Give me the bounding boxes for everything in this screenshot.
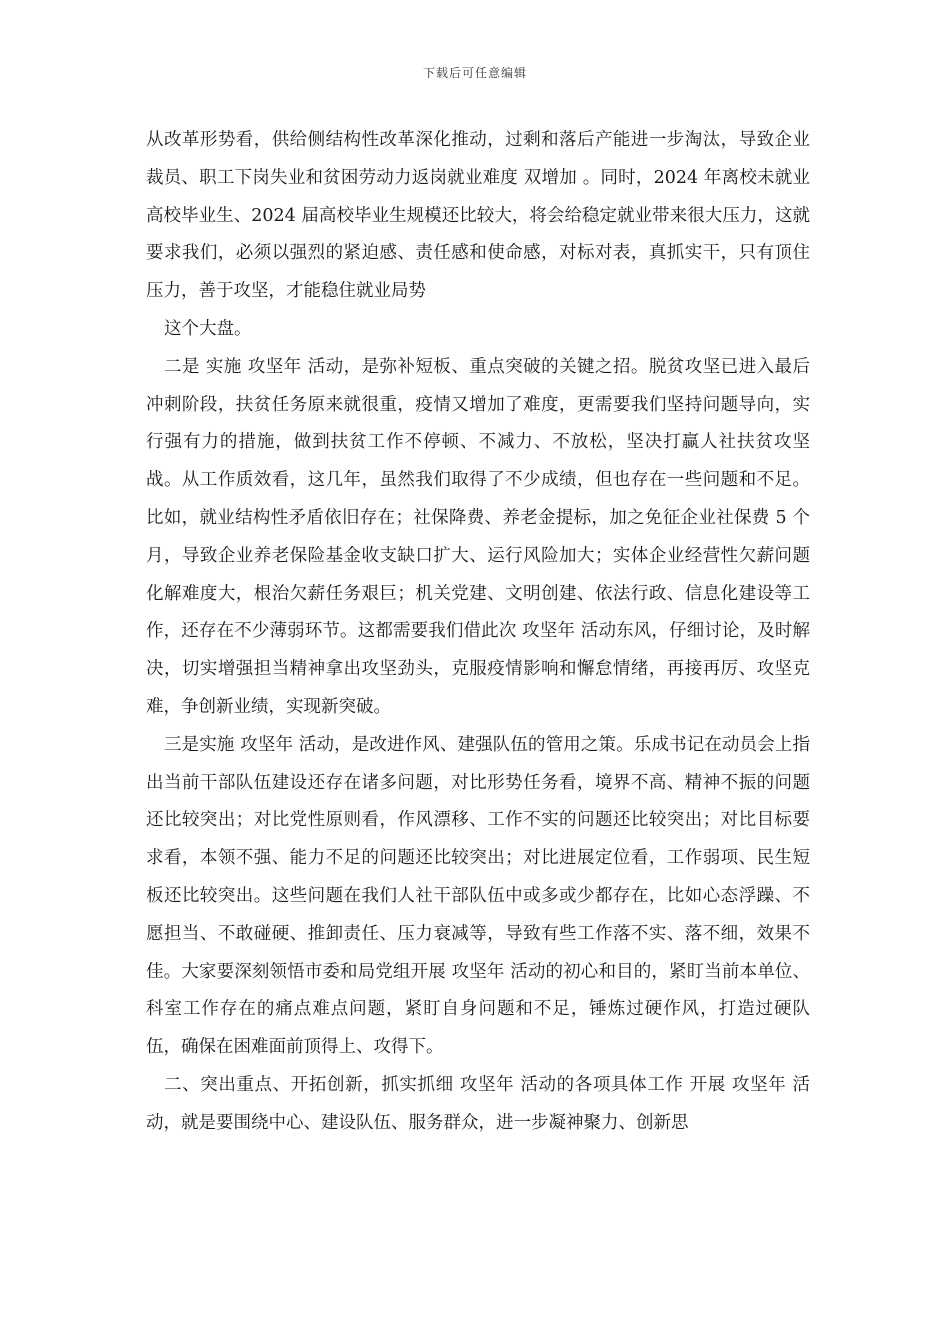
paragraph-5: 二、突出重点、开拓创新，抓实抓细 攻坚年 活动的各项具体工作 开展 攻坚年 活动，就是要围绕中心、建设队伍、服务群众，进一步凝神聚力、创新思 bbox=[146, 1074, 810, 1133]
paragraph-1: 从改革形势看，供给侧结构性改革深化推动，过剩和落后产能进一步淘汰，导致企业裁员、职工下岗失业和贫困劳动力返岗就业难度 双增加 。同时，2024 年离校未就业高校毕业生、2024 届高校毕业生规模还比较大，将会给稳定就业带来很大压力，这就要求我们，必须以强烈的紧迫感、责任感和使命感，对标对表，真抓实干，只有顶住压力，善于攻坚，才能稳住就业局势 bbox=[146, 130, 810, 302]
page-header: 下载后可任意编辑 bbox=[422, 66, 527, 80]
document-body bbox=[146, 122, 810, 1143]
paragraph-2: 这个大盘。 bbox=[164, 318, 252, 339]
paragraph-4: 三是实施 攻坚年 活动，是改进作风、建强队伍的管用之策。乐成书记在动员会上指出当前干部队伍建设还存在诸多问题，对比形势任务看，境界不高、精神不振的问题还比较突出；对比党性原则看，作风漂移、工作不实的问题还比较突出；对比目标要求看，本领不强、能力不足的问题还比较突出；对比进展定位看，工作弱项、民生短板还比较突出。这些问题在我们人社干部队伍中或多或少都存在，比如心态浮躁、不愿担当、不敢碰硬、推卸责任、压力衰减等，导致有些工作落不实、落不细，效果不佳。大家要深刻领悟市委和局党组开展 攻坚年 活动的初心和目的，紧盯当前本单位、科室工作存在的痛点难点问题，紧盯自身问题和不足，锤炼过硬作风，打造过硬队伍，确保在困难面前顶得上、攻得下。 bbox=[146, 734, 810, 1058]
paragraph-3: 二是 实施 攻坚年 活动，是弥补短板、重点突破的关键之招。脱贫攻坚已进入最后冲刺阶段，扶贫任务原来就很重，疫情又增加了难度，更需要我们坚持问题导向，实行强有力的措施，做到扶贫工作不停顿、不减力、不放松，坚决打赢人社扶贫攻坚战。从工作质效看，这几年，虽然我们取得了不少成绩，但也存在一些问题和不足。比如，就业结构性矛盾依旧存在；社保降费、养老金提标，加之免征企业社保费 5 个月，导致企业养老保险基金收支缺口扩大、运行风险加大；实体企业经营性欠薪问题化解难度大，根治欠薪任务艰巨；机关党建、文明创建、依法行政、信息化建设等工作，还存在不少薄弱环节。这都需要我们借此次 攻坚年 活动东风，仔细讨论，及时解决，切实增强担当精神拿出攻坚劲头，克服疫情影响和懈怠情绪，再接再厉、攻坚克难，争创新业绩，实现新突破。 bbox=[146, 356, 810, 717]
